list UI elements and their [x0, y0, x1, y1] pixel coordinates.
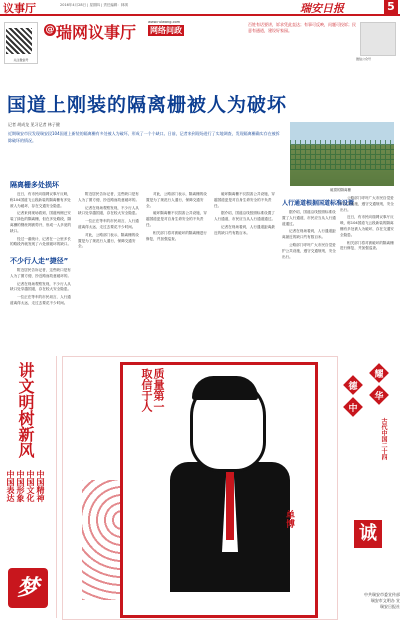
qr-caption: 关注微信号	[13, 58, 29, 62]
ad-slogan-small-1: 中国精神	[36, 470, 46, 502]
right-char-4: 华	[374, 392, 384, 402]
right-char-1: 德	[348, 382, 358, 392]
paragraph: 公路部门呼吁广大市民自觉爱护公共设施，遵守交通规则，安全出行。	[340, 196, 394, 212]
paragraph: 近日，有市民向瑞网议事厅反映，称104国道飞云段新装的隔离栅有多处被人为破坏，存在交通安全隐患。	[340, 215, 394, 237]
paragraph: 据介绍，国道沿线按照标准设置了人行通道，市民应当从人行通道通过。	[282, 210, 336, 226]
paragraph: 经过一番统计，记者在一公里多长的路段内就发现了六处被破坏的缺口。	[10, 236, 72, 247]
ad-slogan: 讲文明树新风	[16, 362, 35, 458]
paragraph: 一位正在等车的市民坦言，人行通道离得太远，走过去要花不少时间。	[10, 295, 71, 305]
article-column-5	[282, 210, 336, 340]
ad-slogan-small-4: 中国表达	[6, 470, 16, 502]
integrity-seal: 诚	[354, 520, 382, 548]
chinese-dream-icon: 梦	[8, 568, 48, 608]
dateline: 2016年4月28日 | 星期四 | 责任编辑：林琪	[60, 3, 128, 7]
photo-caption: 破损的隔离栅	[330, 188, 351, 192]
article-column-1	[10, 192, 72, 252]
paragraph: 公路部门呼吁广大市民自觉爱护公共设施，遵守交通规则，安全出行。	[282, 242, 336, 259]
wechat-caption: 微信公众号	[356, 57, 372, 61]
papercut-text: 取信于人	[140, 368, 153, 412]
article-column-6	[340, 196, 396, 340]
paragraph: 相关部门将对被破坏的隔离栅进行修复，并加强巡查。	[340, 240, 394, 251]
paragraph: 破坏隔离栅不仅损害公共设施，穿越国道更是对自身生命安全的不负责任。	[214, 192, 275, 208]
ad-slogan-small-3: 中国形象	[16, 470, 26, 502]
paragraph: 一位正在等车的市民坦言，人行通道离得太远，走过去要花不少时间。	[78, 219, 139, 229]
paragraph: 记者在现场观察发现，不少行人从缺口处穿越国道，存在较大安全隐患。	[10, 281, 72, 292]
paragraph: 记者在现场观察发现，不少行人从缺口处穿越国道，存在较大安全隐患。	[78, 205, 140, 216]
figure-hair	[192, 376, 258, 400]
subhead-3: 人行通道根据国道标准设置	[282, 200, 355, 207]
paragraph: 近日，有市民向瑞网议事厅反映，称104国道飞云段新装的隔离栅有多处被人为破坏，存在交通安全隐患。	[10, 192, 71, 208]
paragraph: 对此，公路部门表示，隔离栅的设置是为了规范行人通行，保障交通安全。	[78, 232, 139, 249]
paragraph: 记者来到现场看到，国道两侧已安装了绿色的隔离栅，但在多处路段，隔离栅的钢丝网被剪开，形成一人多宽的缺口。	[10, 211, 72, 233]
article-column-4	[214, 192, 276, 340]
right-char-2: 耀	[374, 370, 384, 380]
section-title: 议事厅	[3, 2, 36, 15]
papercut-signature: 单博	[284, 510, 294, 528]
masthead-logo: 瑞安日报	[300, 2, 344, 15]
ad-credits: 中共瑞安市委宣传部 瑞安市文明办 宣 瑞安日报社	[364, 592, 400, 609]
paragraph: 破坏隔离栅不仅损害公共设施，穿越国道更是对自身生命安全的不负责任。	[146, 211, 207, 227]
qr-code-icon	[6, 28, 32, 54]
paragraph: 相关部门将对被破坏的隔离栅进行修复，并加强巡查。	[146, 230, 207, 241]
subhead-1: 隔离栅多处损坏	[10, 181, 59, 189]
paragraph: 记者在现场看到，人行通道距离最近的缺口约有数百米。	[282, 229, 336, 240]
article-photo	[290, 122, 394, 186]
article-headline: 国道上刚装的隔离栅被人为破坏	[7, 94, 288, 116]
paragraph: 附近居民告诉记者，这些缺口是有人为了图方便、抄近路而故意破坏的。	[78, 192, 140, 202]
right-char-3: 中	[348, 404, 358, 414]
banner-tag: 网络问政	[150, 26, 182, 35]
ad-slogan-small-2: 中国文化	[26, 470, 36, 502]
article-byline: 记者 胡成龙 见习记者 林子健	[8, 122, 60, 127]
papercut-caption-1	[140, 368, 164, 412]
banner-slogan: 百姓有话要讲，诉求凭此直达；有事可反映，问题可投诉；民意有通道，建设好家园。	[248, 22, 356, 33]
wechat-qr-image	[360, 22, 396, 56]
page-number: 5	[384, 0, 398, 14]
paragraph: 对此，公路部门表示，隔离栅的设置是为了规范行人通行，保障交通安全。	[146, 192, 207, 208]
subhead-2: 不少行人走“捷径”	[10, 257, 69, 265]
article-lead: 近期瑞安市民发现瑞安段104国道上新装的隔离栅有多处被人为破坏，形成了一个个缺口。日前，记者来到现场进行了实地调查，发现隔离栅确实存在被拆除破坏的情况。	[8, 131, 280, 143]
article-column-3	[146, 192, 208, 340]
right-vertical-text: 古代中国二十四	[380, 418, 387, 460]
figure-tie	[226, 470, 234, 540]
banner-url: www.ruiwang.com	[148, 20, 181, 24]
article-column-1b	[10, 268, 72, 340]
banner-title: 瑞网议事厅	[56, 23, 137, 42]
papercut-text: 质量第一	[152, 368, 165, 412]
article-column-2	[78, 192, 140, 340]
paragraph: 记者在现场看到，人行通道距离最近的缺口约有数百米。	[214, 224, 275, 235]
paragraph: 据介绍，国道沿线按照标准设置了人行通道，市民应当从人行通道通过。	[214, 211, 276, 222]
at-sign-icon: @	[45, 25, 55, 35]
fence-image	[290, 140, 394, 170]
paragraph: 附近居民告诉记者，这些缺口是有人为了图方便、抄近路而故意破坏的。	[10, 268, 72, 278]
